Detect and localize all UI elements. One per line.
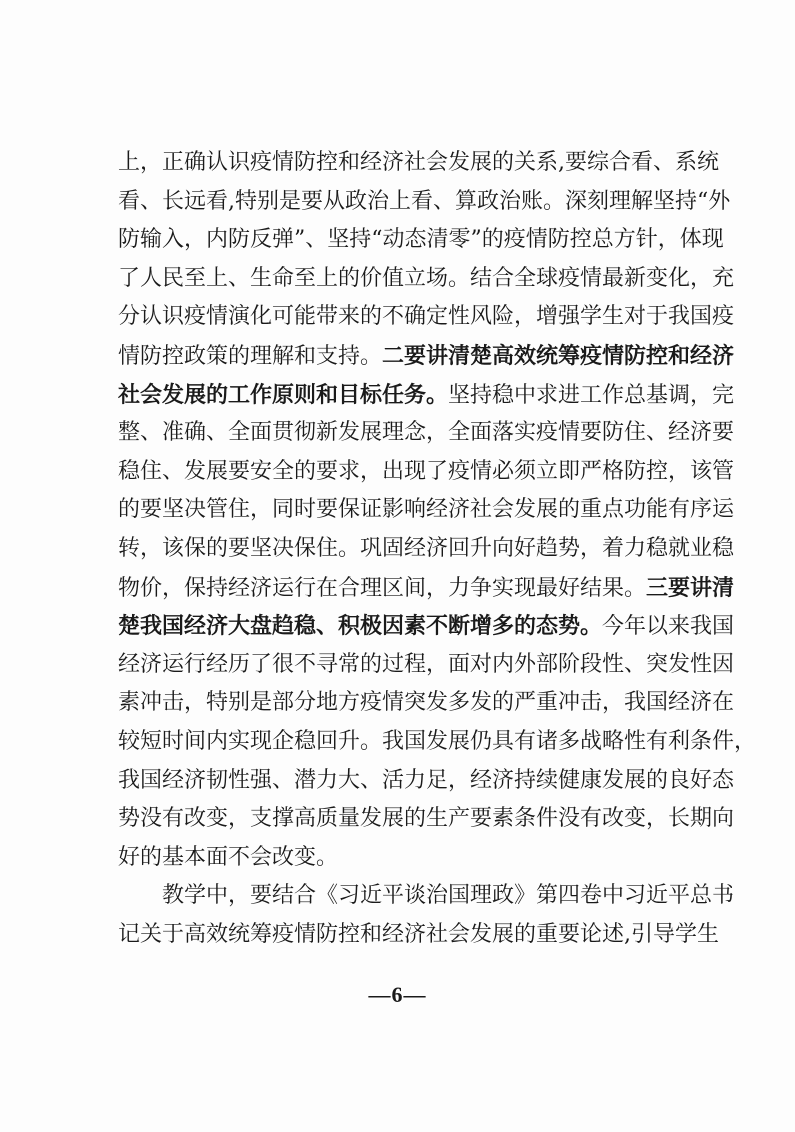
- bold-text-segment: 二要讲清楚高效统筹疫情防控和经济: [382, 342, 735, 369]
- text-line: [118, 376, 735, 415]
- text-segment: 我国经济韧性强、潜力大、活力足，经济持续健康发展的良好态: [118, 767, 735, 793]
- text-line: [118, 414, 735, 453]
- text-line: [118, 144, 719, 183]
- text-line: [118, 183, 731, 222]
- text-segment: 情防控政策的理解和支持。: [118, 343, 383, 369]
- text-segment: 整、准确、全面贯彻新发展理念，全面落实疫情要防住、经济要: [118, 420, 735, 446]
- text-segment: 经济运行经历了很不寻常的过程，面对内外部阶段性、突发性因: [118, 651, 735, 677]
- text-segment: 教学中，要结合《习近平谈治国理政》第四卷中习近平总书: [162, 883, 735, 909]
- text-line: [118, 607, 735, 646]
- text-segment: 好的基本面不会改变。: [118, 844, 339, 870]
- text-line: [118, 916, 719, 955]
- text-line: [118, 260, 735, 299]
- text-segment: 防输入，内防反弹”、坚持“动态清零”的疫情防控总方针，体现: [118, 227, 724, 253]
- text-line: [118, 723, 757, 762]
- text-line: [118, 453, 735, 492]
- body-text: [118, 144, 757, 954]
- text-line: [118, 762, 735, 801]
- bold-text-segment: 楚我国经济大盘趋稳、积极因素不断增多的态势。: [118, 613, 603, 640]
- text-line: [118, 839, 698, 878]
- text-segment: 势没有改变，支撑高质量发展的生产要素条件没有改变，长期向: [118, 806, 735, 832]
- text-segment: 素冲击，特别是部分地方疫情突发多发的严重冲击，我国经济在: [118, 690, 735, 716]
- text-line: [118, 221, 724, 260]
- text-segment: 坚持稳中求进工作总基调，完: [448, 382, 735, 408]
- text-segment: 较短时间内实现企稳回升。我国发展仍具有诸多战略性有利条件，: [118, 728, 757, 754]
- page-number: —6—: [368, 982, 427, 1007]
- text-line: [118, 646, 735, 685]
- text-segment: 转，该保的要坚决保住。巩固经济回升向好趋势，着力稳就业稳: [118, 535, 735, 561]
- text-line: [118, 684, 735, 723]
- text-segment: 的要坚决管住，同时要保证影响经济社会发展的重点功能有序运: [118, 497, 735, 523]
- text-segment: 稳住、发展要安全的要求，出现了疫情必须立即严格防控，该管: [118, 458, 735, 484]
- text-line: [118, 569, 735, 608]
- text-line: [118, 298, 735, 337]
- bold-text-segment: 社会发展的工作原则和目标任务。: [118, 381, 449, 408]
- text-segment: 分认识疫情演化可能带来的不确定性风险，增强学生对于我国疫: [118, 304, 735, 330]
- text-line: [118, 800, 735, 839]
- text-segment: 今年以来我国: [602, 614, 735, 640]
- text-segment: 了人民至上、生命至上的价值立场。结合全球疫情最新变化，充: [118, 265, 735, 291]
- text-segment: 记关于高效统筹疫情防控和经济社会发展的重要论述,引导学生: [118, 921, 719, 947]
- text-line: [118, 530, 735, 569]
- bold-text-segment: 三要讲清: [646, 574, 735, 601]
- text-line: [118, 337, 735, 376]
- text-segment: 物价，保持经济运行在合理区间，力争实现最好结果。: [118, 575, 647, 601]
- text-line: [118, 877, 735, 916]
- text-segment: 上，正确认识疫情防控和经济社会发展的关系,要综合看、系统: [118, 150, 719, 175]
- text-segment: 看、长远看,特别是要从政治上看、算政治账。深刻理解坚持“外: [118, 188, 731, 214]
- text-line: [118, 491, 735, 530]
